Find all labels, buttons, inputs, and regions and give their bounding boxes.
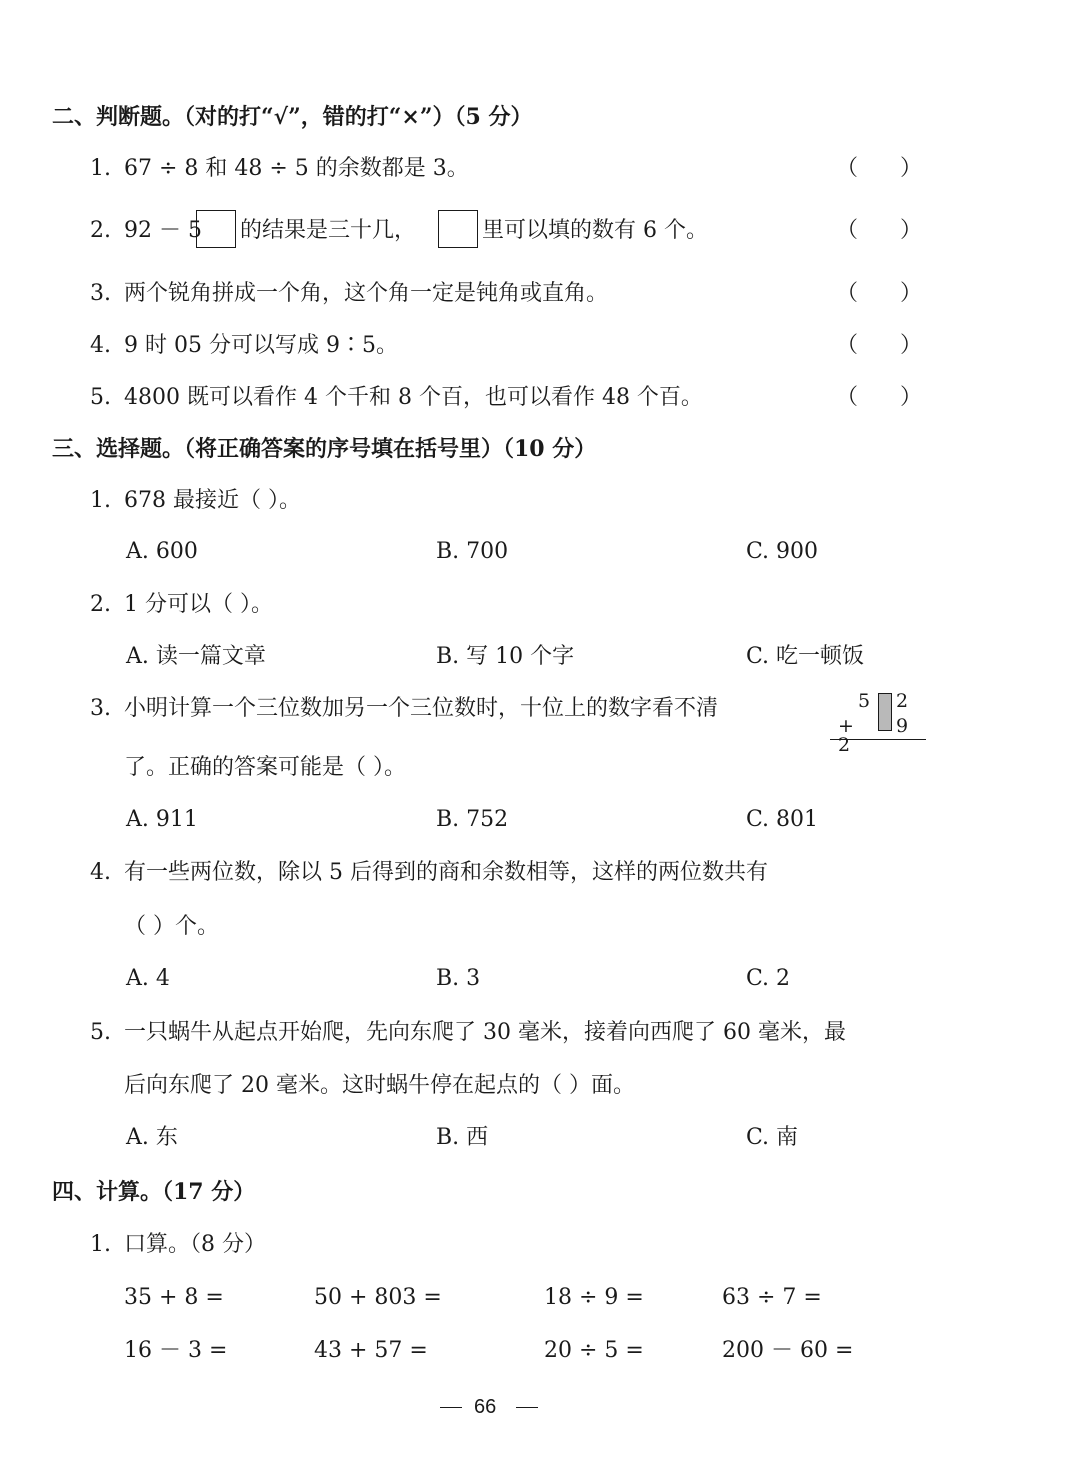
item-number: 1. [90,156,111,181]
section-3-heading: 三、选择题。（将正确答案的序号填在括号里）（10 分） [52,436,597,462]
question-text-line1: 有一些两位数，除以 5 后得到的商和余数相等，这样的两位数共有 [124,860,768,885]
question-text-line2[interactable]: 后向东爬了 20 毫米。这时蜗牛停在起点的（ ）面。 [124,1073,635,1098]
answer-paren[interactable]: （ ） [836,218,922,243]
oral-calc-item[interactable]: 16 － 3 = [124,1338,228,1363]
question-text-line1: 一只蜗牛从起点开始爬，先向东爬了 30 毫米，接着向西爬了 60 毫米，最 [124,1020,846,1045]
item-text-part3: 里可以填的数有 6 个。 [482,218,708,243]
top-right-digit: 2 [896,690,909,712]
option-a: A. 4 [126,966,170,991]
sub-question-title: 口算。（8 分） [124,1232,266,1257]
oral-calc-item[interactable]: 35 + 8 = [124,1285,224,1310]
item-text-part2: 的结果是三十几， [240,218,417,243]
question-text-line2[interactable]: （ ）个。 [124,914,219,939]
question-number: 3. [90,696,111,721]
option-b: B. 西 [436,1125,489,1150]
option-a: A. 600 [126,539,198,564]
option-a: A. 东 [126,1125,178,1150]
oral-calc-item[interactable]: 50 + 803 = [314,1285,442,1310]
item-text-part1: 92 － 5 [124,218,202,243]
blank-box[interactable] [438,210,478,248]
page-number: 66 [474,1396,497,1418]
oral-calc-item[interactable]: 43 + 57 = [314,1338,428,1363]
option-a: A. 读一篇文章 [126,644,266,669]
item-number: 4. [90,333,111,358]
option-b: B. 752 [436,807,509,832]
footer-dash-left [440,1407,462,1408]
oral-calc-item[interactable]: 200 － 60 = [722,1338,854,1363]
question-text-line2[interactable]: 了。正确的答案可能是（ ）。 [124,755,406,780]
option-c: C. 吃一顿饭 [746,644,865,669]
item-number: 2. [90,218,111,243]
option-c: C. 900 [746,539,819,564]
option-b: B. 写 10 个字 [436,644,575,669]
option-b: B. 700 [436,539,509,564]
option-c: C. 南 [746,1125,799,1150]
answer-paren[interactable]: （ ） [836,156,922,181]
section-4-heading: 四、计算。（17 分） [52,1179,256,1205]
question-text[interactable]: 678 最接近（ ）。 [124,488,301,513]
question-number: 1. [90,488,111,513]
option-c: C. 801 [746,807,819,832]
question-number: 4. [90,860,111,885]
top-left-digit: 5 [858,690,871,712]
question-text[interactable]: 1 分可以（ ）。 [124,592,273,617]
hidden-digit-box [878,693,892,731]
footer-dash-right [516,1407,538,1408]
section-2-heading: 二、判断题。（对的打“√”，错的打“×”）（5 分） [52,104,533,130]
question-number: 2. [90,592,111,617]
bottom-right-digit: 9 [896,715,909,737]
question-number: 5. [90,1020,111,1045]
sum-line [830,739,926,740]
item-text: 9 时 05 分可以写成 9∶5。 [124,333,398,358]
sub-question-number: 1. [90,1232,111,1257]
question-text-line1: 小明计算一个三位数加另一个三位数时，十位上的数字看不清 [124,696,719,721]
oral-calc-item[interactable]: 20 ÷ 5 = [544,1338,644,1363]
item-number: 3. [90,281,111,306]
answer-paren[interactable]: （ ） [836,333,922,358]
option-c: C. 2 [746,966,791,991]
item-text: 4800 既可以看作 4 个千和 8 个百，也可以看作 48 个百。 [124,385,703,410]
blank-box[interactable] [196,210,236,248]
answer-paren[interactable]: （ ） [836,385,922,410]
answer-paren[interactable]: （ ） [836,281,922,306]
oral-calc-item[interactable]: 63 ÷ 7 = [722,1285,822,1310]
oral-calc-item[interactable]: 18 ÷ 9 = [544,1285,644,1310]
item-text: 两个锐角拼成一个角，这个角一定是钝角或直角。 [124,281,609,306]
bottom-left-digits: + 2 [838,715,854,756]
option-b: B. 3 [436,966,481,991]
item-text: 67 ÷ 8 和 48 ÷ 5 的余数都是 3。 [124,156,469,181]
item-number: 5. [90,385,111,410]
option-a: A. 911 [126,807,198,832]
